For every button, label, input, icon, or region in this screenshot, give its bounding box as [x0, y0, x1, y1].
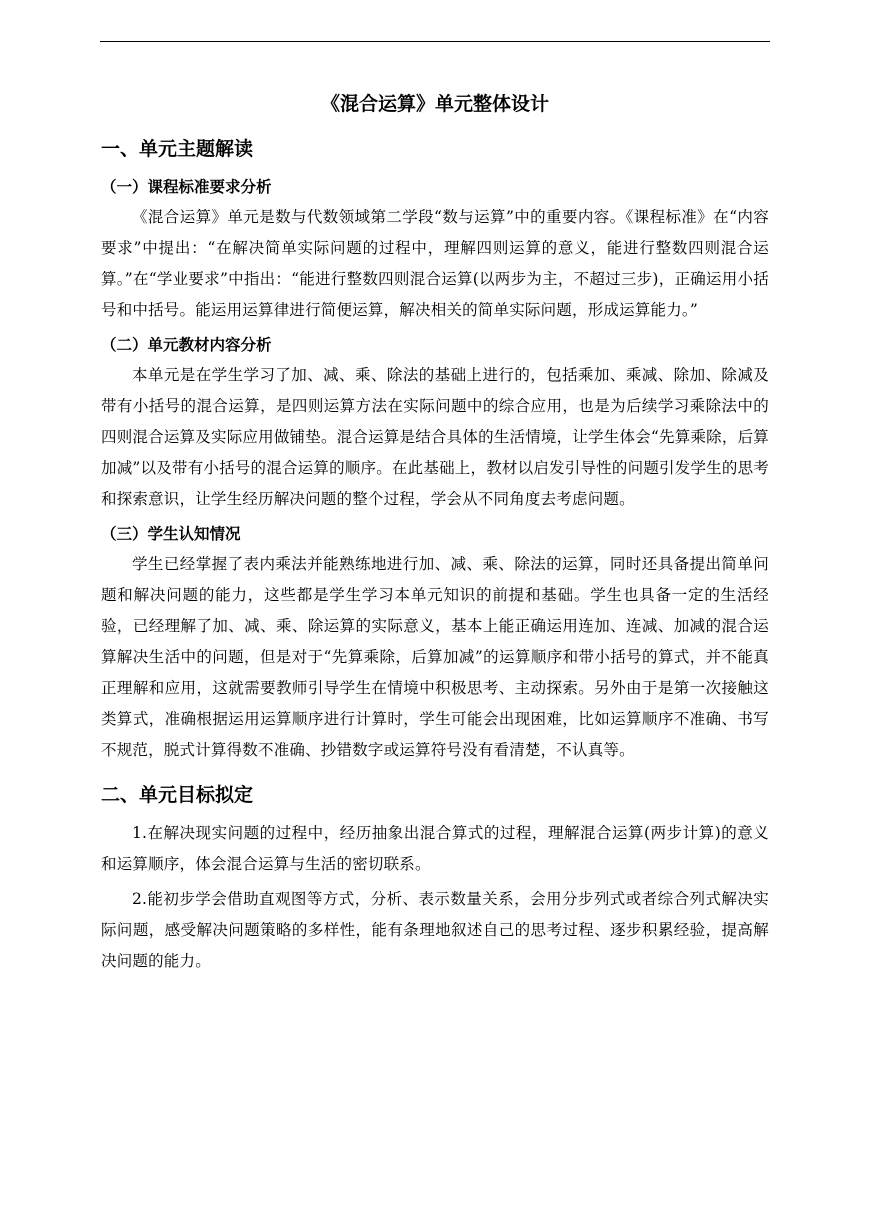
subsection-1-heading: （一）课程标准要求分析: [101, 178, 272, 196]
header-rule: [100, 41, 770, 42]
subsection-1-paragraph: 《混合运算》单元是数与代数领域第二学段“数与运算”中的重要内容。《课程标准》在“内容要求”中提出：“在解决简单实际问题的过程中，理解四则运算的意义，能进行整数四则混合运算。”在“学业要求”中指出：“能进行整数四则混合运算(以两步为主，不超过三步)，正确运用小括号和中括号。能运用运算律进行简便运算，解决相关的简单实际问题，形成运算能力。”: [101, 208, 769, 319]
goal-item: 1.在解决现实问题的过程中，经历抽象出混合算式的过程，理解混合运算(两步计算)的意义和运算顺序，体会混合运算与生活的密切联系。: [101, 824, 769, 873]
goal-item: 2.能初步学会借助直观图等方式，分析、表示数量关系，会用分步列式或者综合列式解决实际问题，感受解决问题策略的多样性，能有条理地叙述自己的思考过程、逐步积累经验，提高解决问题的能力。: [101, 890, 769, 970]
subsection-2-heading: （二）单元教材内容分析: [101, 336, 272, 354]
section-2-heading: 二、单元目标拟定: [101, 784, 254, 806]
subsection-3-heading: （三）学生认知情况: [101, 525, 241, 543]
subsection-3-paragraph: 学生已经掌握了表内乘法并能熟练地进行加、减、乘、除法的运算，同时还具备提出简单问题和解决问题的能力，这些都是学生学习本单元知识的前提和基础。学生也具备一定的生活经验，已经理解了加、减、乘、除运算的实际意义，基本上能正确运用连加、连减、加减的混合运算解决生活中的问题，但是对于“先算乘除，后算加减”的运算顺序和带小括号的算式，并不能真正理解和应用，这就需要教师引导学生在情境中积极思考、主动探索。另外由于是第一次接触这类算式，准确根据运用运算顺序进行计算时，学生可能会出现困难，比如运算顺序不准确、书写不规范，脱式计算得数不准确、抄错数字或运算符号没有看清楚，不认真等。: [101, 555, 769, 759]
document-body: [101, 88, 769, 981]
document-title: 《混合运算》单元整体设计: [320, 93, 549, 115]
subsection-2-paragraph: 本单元是在学生学习了加、减、乘、除法的基础上进行的，包括乘加、乘减、除加、除减及带有小括号的混合运算，是四则运算方法在实际问题中的综合应用，也是为后续学习乘除法中的四则混合运算及实际应用做铺垫。混合运算是结合具体的生活情境，让学生体会“先算乘除，后算加减”以及带有小括号的混合运算的顺序。在此基础上，教材以启发引导性的问题引发学生的思考和探索意识，让学生经历解决问题的整个过程，学会从不同角度去考虑问题。: [101, 366, 769, 508]
section-1-heading: 一、单元主题解读: [101, 138, 254, 160]
